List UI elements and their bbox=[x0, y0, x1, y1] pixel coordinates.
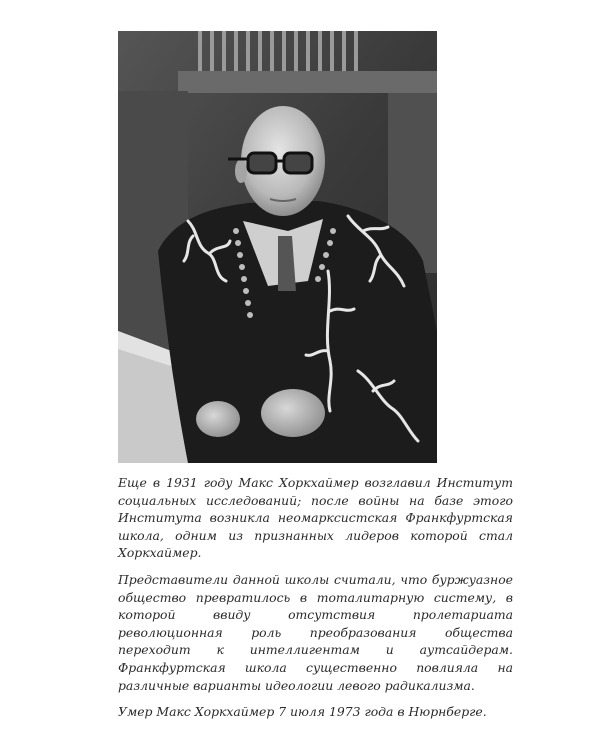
background-ledge bbox=[178, 71, 437, 93]
caption-paragraph-death: Умер Макс Хоркхаймер 7 июля 1973 года в Нюрнберге. bbox=[118, 704, 487, 720]
portrait-photo-drawing bbox=[118, 31, 437, 463]
portrait-photo bbox=[118, 31, 437, 463]
caption-paragraph-frankfurt-school: Представители данной школы считали, что буржуазное общество превратилось в тоталитарную систему, в которой ввиду отсутствия пролетариата революционная роль преобразования общества переходит к интеллигентам и аутсайдерам. Франкфуртская школа существенно повлияла на различные варианты идеологии левого радикализма. bbox=[118, 571, 513, 693]
left-hand bbox=[196, 401, 240, 437]
ear bbox=[235, 159, 247, 183]
photo-caption bbox=[118, 474, 513, 730]
right-hand bbox=[261, 389, 325, 437]
caption-paragraph-institute: Еще в 1931 году Макс Хоркхаймер возглавил Институт социальных исследований; после войны на базе этого Института возникла неомарксистская Франкфуртская школа, одним из признанных лидеров которой стал Хоркхаймер. bbox=[118, 475, 513, 561]
